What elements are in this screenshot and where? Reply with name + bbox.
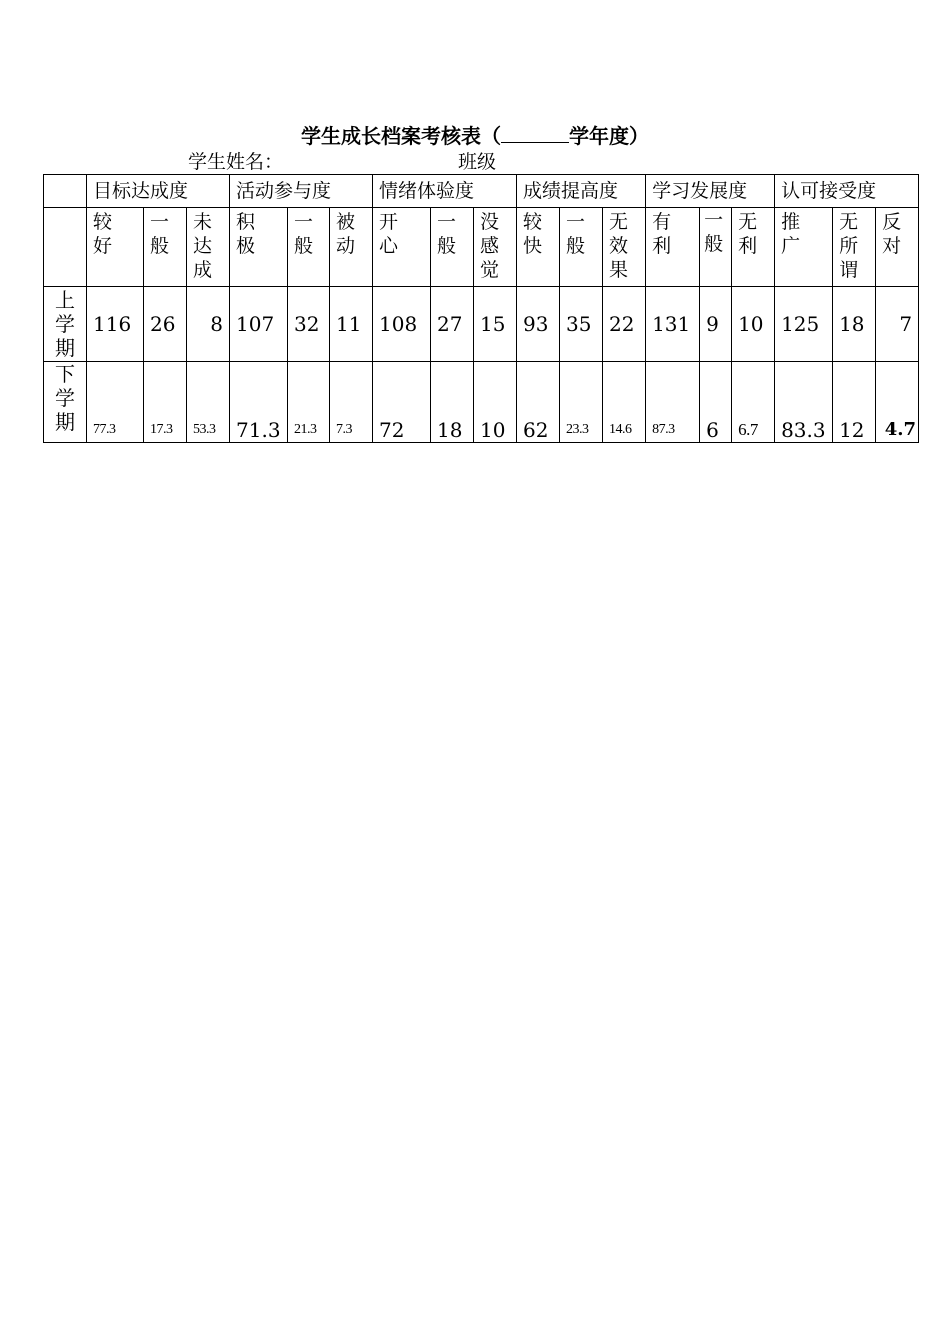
value-cell: 7.3 (330, 362, 373, 443)
value-cell: 35 (560, 287, 603, 362)
blank-cell (44, 208, 87, 287)
value-cell: 62 (517, 362, 560, 443)
value-cell: 12 (833, 362, 876, 443)
value-cell: 6.7 (732, 362, 775, 443)
value-cell: 18 (431, 362, 474, 443)
value-cell: 116 (87, 287, 144, 362)
value-cell: 7 (876, 287, 919, 362)
row-label: 下学期 (44, 362, 87, 443)
subheader-cell: 一般 (700, 208, 732, 287)
subheader-cell: 较快 (517, 208, 560, 287)
value-cell: 6 (700, 362, 732, 443)
value-cell: 77.3 (87, 362, 144, 443)
value-cell: 83.3 (775, 362, 833, 443)
subheader-cell: 推广 (775, 208, 833, 287)
subheader-cell: 一般 (288, 208, 330, 287)
subheader-cell: 未达成 (187, 208, 230, 287)
value-cell: 125 (775, 287, 833, 362)
value-cell: 107 (230, 287, 288, 362)
subheader-cell: 被动 (330, 208, 373, 287)
group-header: 目标达成度 (87, 175, 230, 208)
value-cell: 53.3 (187, 362, 230, 443)
subheader-cell: 一般 (144, 208, 187, 287)
subheader-cell: 没感觉 (474, 208, 517, 287)
value-cell: 32 (288, 287, 330, 362)
value-cell: 23.3 (560, 362, 603, 443)
subheader-cell: 反对 (876, 208, 919, 287)
group-header: 认可接受度 (775, 175, 919, 208)
value-cell: 27 (431, 287, 474, 362)
group-header: 成绩提高度 (517, 175, 646, 208)
value-cell: 15 (474, 287, 517, 362)
value-cell: 131 (646, 287, 700, 362)
group-header-row (44, 175, 919, 208)
value-cell: 17.3 (144, 362, 187, 443)
subheader-row (44, 208, 919, 287)
subheader-cell: 一般 (431, 208, 474, 287)
subheader-cell: 有利 (646, 208, 700, 287)
value-cell: 93 (517, 287, 560, 362)
value-cell: 21.3 (288, 362, 330, 443)
subheader-cell: 较好 (87, 208, 144, 287)
value-cell: 10 (732, 287, 775, 362)
value-cell: 26 (144, 287, 187, 362)
subheader-cell: 无效果 (603, 208, 646, 287)
row-label: 上学期 (44, 287, 87, 362)
value-cell: 72 (373, 362, 431, 443)
value-cell: 108 (373, 287, 431, 362)
title-suffix: 学年度） (569, 124, 649, 148)
group-header: 学习发展度 (646, 175, 775, 208)
document-title (0, 122, 950, 150)
value-cell: 9 (700, 287, 732, 362)
table-row (44, 362, 919, 443)
group-header: 活动参与度 (230, 175, 373, 208)
student-name-label: 学生姓名： (188, 151, 284, 173)
value-cell: 71.3 (230, 362, 288, 443)
subheader-cell: 积极 (230, 208, 288, 287)
subheader-cell: 无所谓 (833, 208, 876, 287)
group-header: 情绪体验度 (373, 175, 517, 208)
value-cell: 22 (603, 287, 646, 362)
value-cell: 14.6 (603, 362, 646, 443)
subheader-cell: 无利 (732, 208, 775, 287)
value-cell: 4.7 (876, 362, 919, 443)
student-info-line (188, 150, 613, 175)
title-prefix: 学生成长档案考核表（ (301, 124, 501, 148)
year-blank (501, 122, 569, 143)
value-cell: 10 (474, 362, 517, 443)
table-row (44, 287, 919, 362)
value-cell: 18 (833, 287, 876, 362)
value-cell: 11 (330, 287, 373, 362)
corner-cell (44, 175, 87, 208)
class-label: 班级 (458, 151, 497, 173)
subheader-cell: 一般 (560, 208, 603, 287)
value-cell: 87.3 (646, 362, 700, 443)
assessment-table (43, 174, 919, 443)
subheader-cell: 开心 (373, 208, 431, 287)
value-cell: 8 (187, 287, 230, 362)
